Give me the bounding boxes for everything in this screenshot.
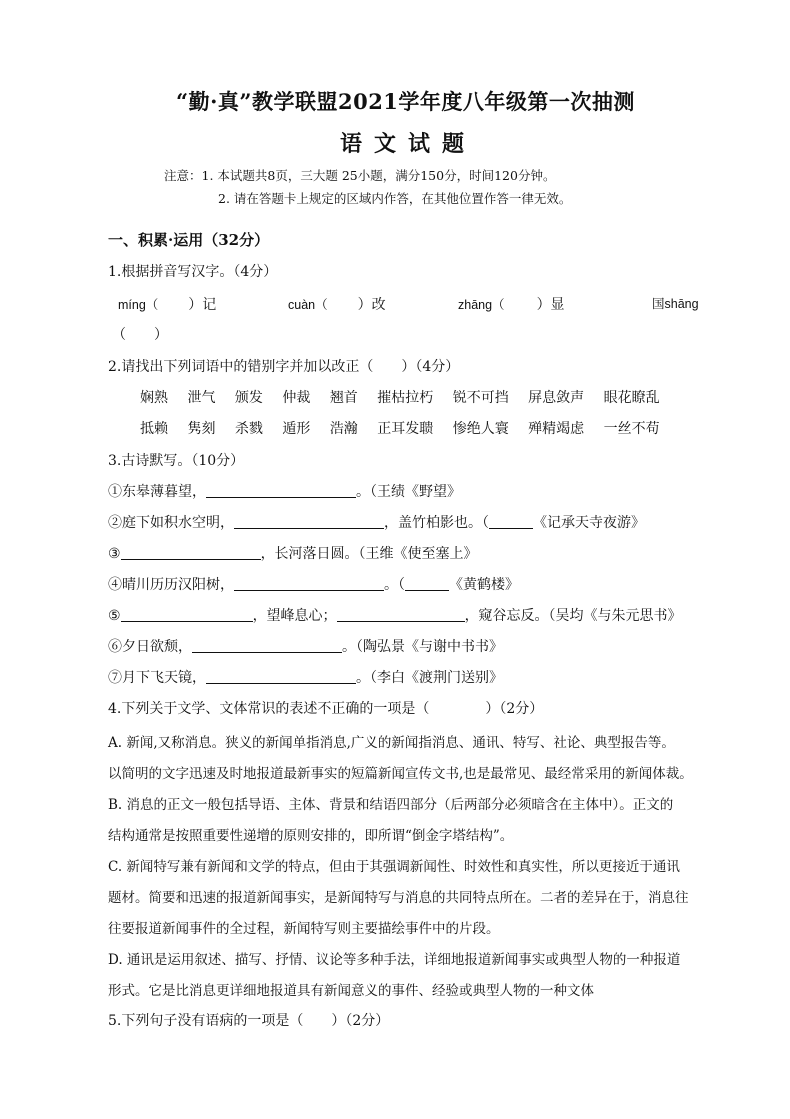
question-5-stem: 5.下列句子没有语病的一项是（ ）（2分） [108, 1013, 390, 1029]
q2-word: 抵赖 [140, 421, 168, 437]
q1-item-3 [458, 294, 565, 314]
poem-line-text: ②庭下如积水空明， [108, 515, 234, 531]
q2-word: 惨绝人寰 [452, 421, 509, 437]
q2-word: 一丝不苟 [603, 421, 660, 437]
q4-option-line: D. 通讯是运用叙述、描写、抒情、议论等多种手法，详细地报道新闻事实或典型人物的一种报道 [108, 952, 681, 968]
answer-blank[interactable] [234, 576, 384, 591]
q2-word: 正耳发聩 [377, 421, 434, 437]
exam-note-2: 2. 请在答题卡上规定的区域内作答，在其他位置作答一律无效。 [218, 191, 572, 206]
q2-word: 娴熟 [140, 390, 168, 406]
q2-word: 摧枯拉朽 [377, 390, 434, 406]
answer-blank[interactable] [234, 514, 384, 529]
q2-word: 仲裁 [282, 390, 311, 406]
q4-option-line: 以简明的文字迅速及时地报道最新事实的短篇新闻宣传文书,也是最常见、最经常采用的新闻体裁。 [108, 766, 693, 782]
q2-word: 锐不可挡 [452, 390, 509, 406]
poem-line-4 [108, 574, 519, 594]
q2-word: 泄气 [187, 390, 216, 406]
poem-line-text: ⑦月下飞天镜， [108, 670, 206, 686]
poem-line-2 [108, 512, 645, 532]
q2-word: 殚精竭虑 [528, 421, 585, 437]
q2-word: 眼花瞭乱 [603, 390, 660, 406]
poem-line-text: ①东皋薄暮望， [108, 484, 206, 500]
poem-line-text: 《黄鹤楼》 [449, 577, 519, 593]
poem-line-text: 。（ [384, 577, 405, 593]
answer-blank[interactable] [192, 638, 342, 653]
q1-pinyin-2: cuàn（ [288, 298, 328, 312]
q1-pinyin-3: zhāng（ [458, 298, 505, 312]
q2-word: 杀戮 [234, 421, 263, 437]
answer-blank[interactable] [121, 607, 253, 622]
q4-option-line: 结构通常是按照重要性递增的原则安排的，即所谓“倒金字塔结构”。 [108, 828, 514, 844]
q2-word: 颁发 [234, 390, 263, 406]
q2-word-row-2 [140, 418, 675, 438]
q2-word: 遁形 [282, 421, 311, 437]
answer-blank[interactable] [405, 576, 449, 591]
question-4-stem: 4.下列关于文学、文体常识的表述不正确的一项是（ ）（2分） [108, 701, 544, 717]
poem-line-6 [108, 636, 503, 656]
q1-pinyin-1: míng（ [118, 298, 159, 312]
q2-word: 浩瀚 [329, 421, 358, 437]
q2-word: 隽刻 [187, 421, 216, 437]
q2-word: 翘首 [329, 390, 358, 406]
q2-word-row-1 [140, 387, 675, 407]
q4-option-line: C. 新闻特写兼有新闻和文学的特点，但由于其强调新闻性、时效性和真实性，所以更接近于通讯 [108, 859, 680, 875]
answer-blank[interactable] [489, 514, 533, 529]
q2-word: 屏息敛声 [528, 390, 585, 406]
poem-line-text: ，盖竹柏影也。（ [384, 515, 489, 531]
poem-line-text: 《记承天寺夜游》 [533, 515, 645, 531]
exam-subtitle: 语文试题 [340, 131, 477, 157]
question-2-stem: 2.请找出下列词语中的错别字并加以改正（ ）（4分） [108, 359, 460, 375]
q1-tail-1: ）记 [188, 296, 217, 312]
q1-tail-2: ）改 [357, 296, 386, 312]
poem-line-7 [108, 667, 503, 687]
poem-line-text: 。（王绩《野望》 [356, 484, 461, 500]
q4-option-line: A. 新闻,又称消息。狭义的新闻单指消息,广义的新闻指消息、通讯、特写、社论、典型报告等。 [108, 735, 675, 751]
poem-line-text: ，望峰息心； [252, 608, 337, 624]
q1-item-2 [288, 294, 386, 314]
poem-line-text: ，窥谷忘反。（吴均《与朱元思书》 [464, 608, 682, 624]
q1-last-paren: （ ） [112, 327, 168, 343]
poem-line-text: ⑥夕日欲颓， [108, 639, 192, 655]
q4-option-line: B. 消息的正文一般包括导语、主体、背景和结语四部分（后两部分必须暗含在主体中）。正文的 [108, 797, 674, 813]
answer-blank[interactable] [337, 607, 465, 622]
section-heading: 一、积累·运用（32分） [108, 231, 270, 249]
poem-line-3 [108, 543, 478, 563]
question-3-stem: 3.古诗默写。（10分） [108, 453, 245, 469]
q4-option-line: 题材。简要和迅速的报道新闻事实，是新闻特写与消息的共同特点所在。二者的差异在于，消息往 [108, 890, 689, 906]
q4-option-line: 往要报道新闻事件的全过程，新闻特写则主要描绘事件中的片段。 [108, 921, 500, 937]
poem-line-text: ④晴川历历汉阳树， [108, 577, 234, 593]
answer-blank[interactable] [206, 669, 356, 684]
poem-line-text: 。（李白《渡荆门送别》 [356, 670, 503, 686]
poem-line-1 [108, 481, 461, 501]
poem-line-text: ⑤ [108, 608, 121, 624]
q4-option-line: 形式。它是比消息更详细地报道具有新闻意义的事件、经验或典型人物的一种文体 [108, 983, 594, 999]
poem-line-text: ，长河落日圆。（王维《使至塞上》 [260, 546, 478, 562]
poem-line-text: 。（陶弘景《与谢中书书》 [342, 639, 503, 655]
q1-tail-3: ）显 [536, 296, 565, 312]
poem-line-5 [108, 605, 682, 625]
question-1-stem: 1.根据拼音写汉字。（4分） [108, 264, 278, 280]
q1-pinyin-4: 国shāng [652, 297, 699, 311]
poem-line-text: ③ [108, 546, 121, 562]
answer-blank[interactable] [206, 483, 356, 498]
exam-title: “勤·真”教学联盟2021学年度八年级第一次抽测 [176, 89, 635, 114]
exam-note-1: 注意：1. 本试题共8页，三大题 25小题，满分150分，时间120分钟。 [164, 168, 556, 183]
q1-item-4 [652, 294, 699, 312]
answer-blank[interactable] [121, 545, 261, 560]
q1-item-1 [118, 294, 216, 314]
